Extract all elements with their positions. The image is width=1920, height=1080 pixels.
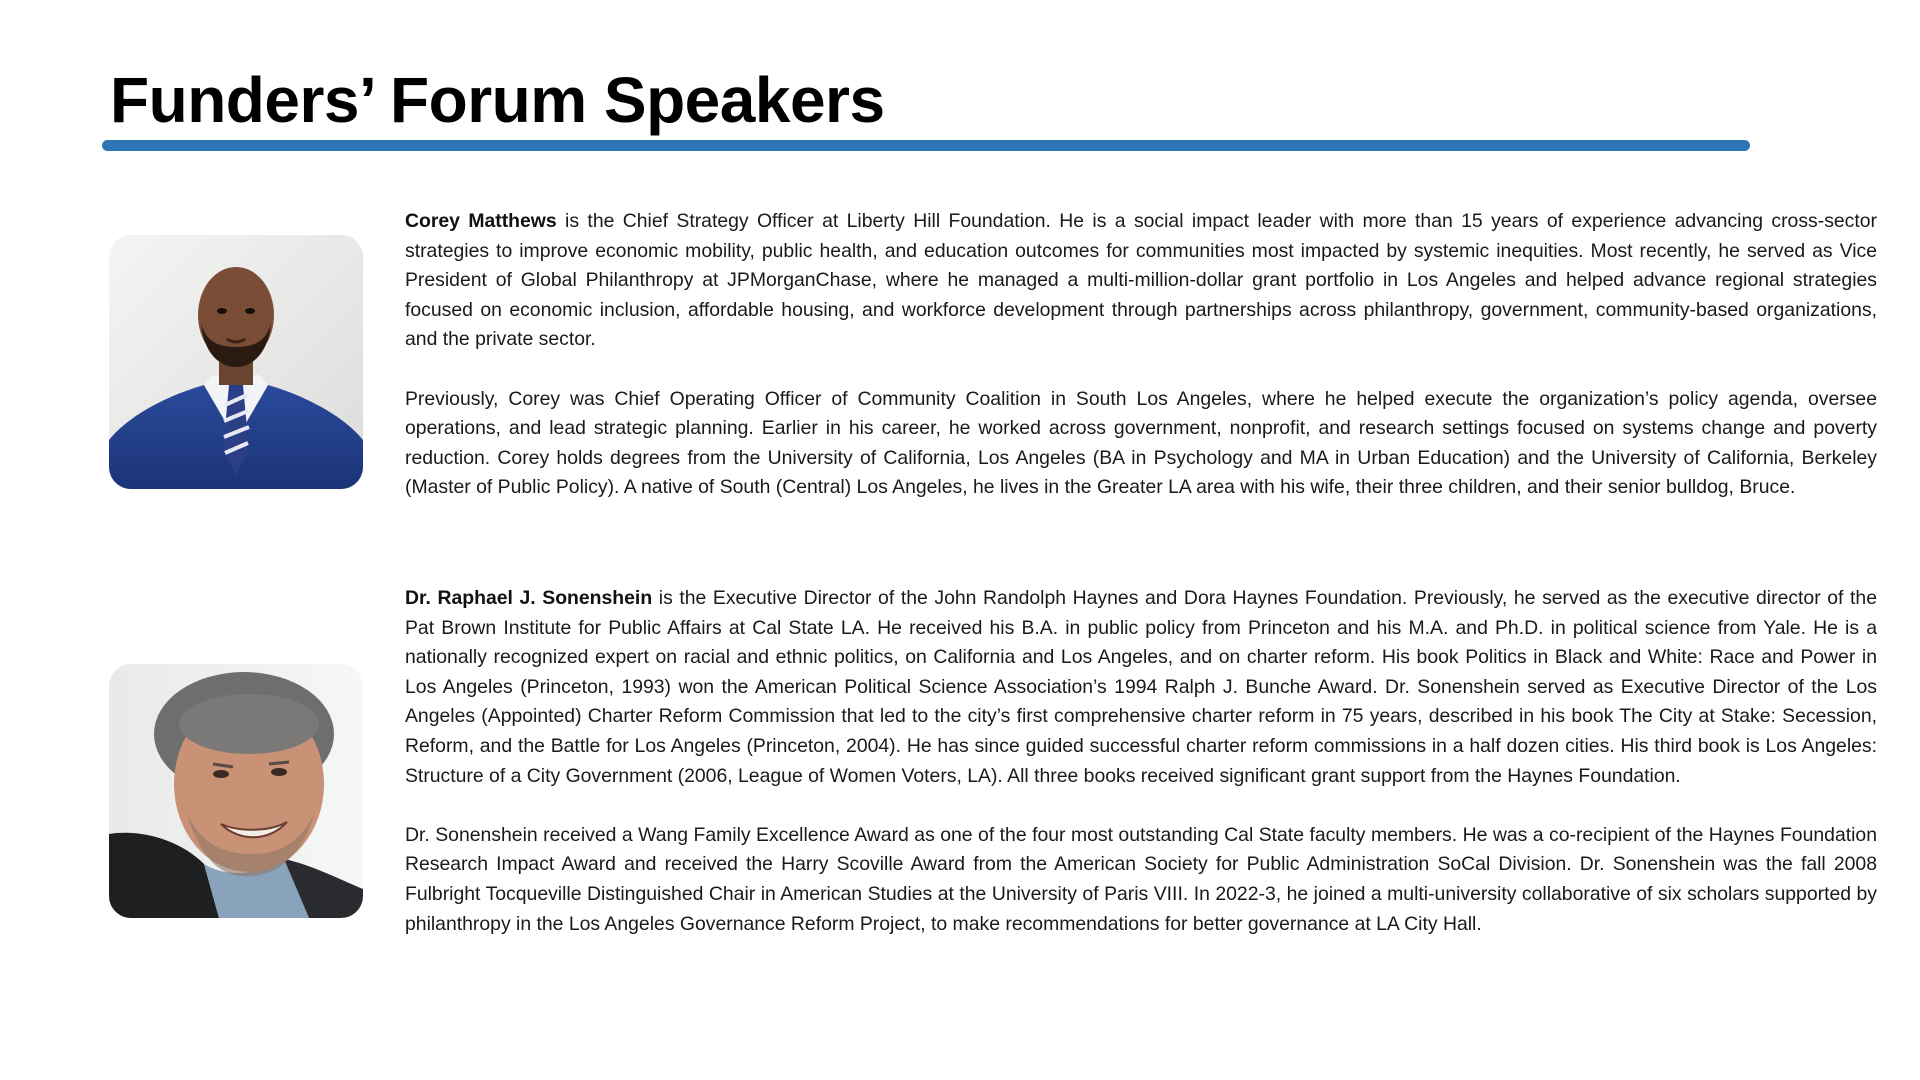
bio-text: is the Chief Strategy Officer at Liberty Hill Foundation. He is a social impact leader with more than 15 years of experience advancing cross-sector strategies to improve economic mobility, public health, and education outcomes for communities most impacted by systemic inequities. Most recently, he served as Vice President of Global Philanthropy at JPMorganChase, where he managed a multi-million-dollar grant portfolio in Los Angeles and helped advance regional strategies focused on economic inclusion, affordable housing, and workforce development through partnerships across philanthropy, government, community-based organizations, and the private sector. [405, 210, 1877, 351]
speaker-name: Dr. Raphael J. Sonenshein [405, 587, 653, 609]
bio-paragraph: Previously, Corey was Chief Operating Officer of Community Coalition in South Los Angeles, where he helped execute the organization’s policy agenda, oversee operations, and lead strategic planning. Earlier in his career, he worked across government, nonprofit, and research settings focused on systems change and poverty reduction. Corey holds degrees from the University of California, Los Angeles (BA in Psychology and MA in Urban Education) and the University of California, Berkeley (Master of Public Policy). A native of South (Central) Los Angeles, he lives in the Greater LA area with his wife, their three children, and their senior bulldog, Bruce. [405, 387, 1877, 499]
portrait-photo-icon [109, 235, 363, 489]
speaker-bio-corey-matthews [405, 207, 1877, 503]
bio-paragraph [405, 584, 1877, 791]
bio-paragraph [405, 207, 1877, 355]
portrait-photo-icon [109, 664, 363, 918]
bio-text: is the Executive Director of the John Randolph Haynes and Dora Haynes Foundation. Previously, he served as the executive director of the Pat Brown Institute for Public Affairs at Cal State LA. He received his B.A. in public policy from Princeton and his M.A. and Ph.D. in political science from Yale. He is a nationally recognized expert on racial and ethnic politics, on California and Los Angeles, and on charter reform. His book Politics in Black and White: Race and Power in Los Angeles (Princeton, 1993) won the American Political Science Association’s 1994 Ralph J. Bunche Award. Dr. Sonenshein served as Executive Director of the Los Angeles (Appointed) Charter Reform Commission that led to the city’s first comprehensive charter reform in 75 years, described in his book The City at Stake: Secession, Reform, and the Battle for Los Angeles (Princeton, 2004). He has since guided successful charter reform commissions in a half dozen cities. His third book is Los Angeles: Structure of a City Government (2006, League of Women Voters, LA). All three books received significant grant support from the Haynes Foundation. [405, 587, 1877, 787]
speaker-name: Corey Matthews [405, 210, 557, 232]
bio-paragraph: Dr. Sonenshein received a Wang Family Excellence Award as one of the four most outstanding Cal State faculty members. He was a co-recipient of the Haynes Foundation Research Impact Award and received the Harry Scoville Award from the American Society for Public Administration SoCal Division. Dr. Sonenshein was the fall 2008 Fulbright Tocqueville Distinguished Chair in American Studies at the University of Paris VIII. In 2022-3, he joined a multi-university collaborative of six scholars supported by philanthropy in the Los Angeles Governance Reform Project, to make recommendations for better governance at LA City Hall. [405, 823, 1877, 935]
slide-title: Funders’ Forum Speakers [110, 64, 885, 136]
speaker-photo-raphael-sonenshein [109, 664, 363, 918]
speaker-bio-raphael-sonenshein [405, 584, 1877, 939]
title-underline-bar [102, 140, 1750, 151]
speaker-photo-corey-matthews [109, 235, 363, 489]
